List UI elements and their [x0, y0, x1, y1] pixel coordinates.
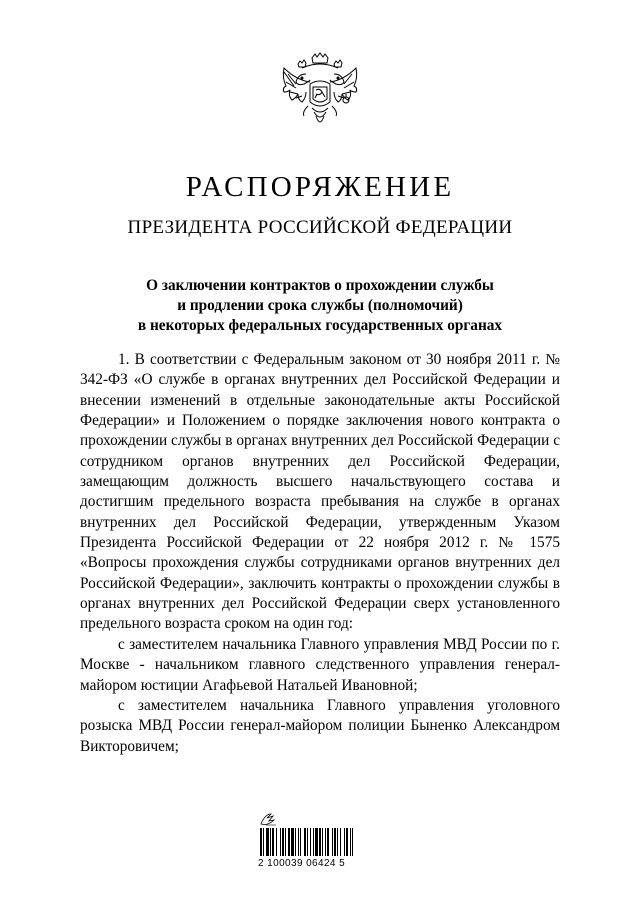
state-emblem	[276, 52, 364, 144]
russian-coat-of-arms-icon	[276, 52, 364, 144]
body-paragraph: с заместителем начальника Главного управления уголовного розыска МВД России генерал-майором полиции Быненко Александром Викторовичем;	[80, 696, 560, 755]
barcode-icon	[260, 828, 376, 856]
document-subtitle: ПРЕЗИДЕНТА РОССИЙСКОЙ ФЕДЕРАЦИИ	[127, 217, 513, 238]
heading-line: и продлении срока службы (полномочий)	[177, 297, 463, 314]
document-body	[80, 350, 560, 757]
barcode-block	[258, 812, 382, 868]
document-title: РАСПОРЯЖЕНИЕ	[185, 171, 455, 203]
body-paragraph: 1. В соответствии с Федеральным законом от 30 ноября 2011 г. № 342-ФЗ «О службе в органах внутренних дел Российской Федерации и внесении изменений в отдельные законодательные акты Российской Федерации» и Положением о порядке заключения нового контракта о прохождении службы в органах внутренних дел Российской Федерации с сотрудником органов внутренних дел Российской Федерации, замещающим должность высшего начальствующего состава и достигшим предельного возраста пребывания на службе в органах внутренних дел Российской Федерации, утвержденным Указом Президента Российской Федерации от 22 ноября 2012 г. № 1575 «Вопросы прохождения службы сотрудниками органов внутренних дел Российской Федерации», заключить контракты о прохождении службы в органах внутренних дел Российской Федерации сверх установленного предельного возраста сроком на один год:	[80, 351, 560, 633]
heading-line: О заключении контрактов о прохождении службы	[146, 277, 494, 294]
heading-line: в некоторых федеральных государственных органах	[137, 317, 503, 334]
barcode-number: 2 100039 06424 5	[258, 858, 346, 869]
body-paragraph: с заместителем начальника Главного управления МВД России по г. Москве - начальником главного следственного управления генерал-майором юстиции Агафьевой Натальей Ивановной;	[80, 635, 560, 694]
publisher-logo-icon	[258, 812, 280, 826]
document-heading	[100, 276, 540, 336]
